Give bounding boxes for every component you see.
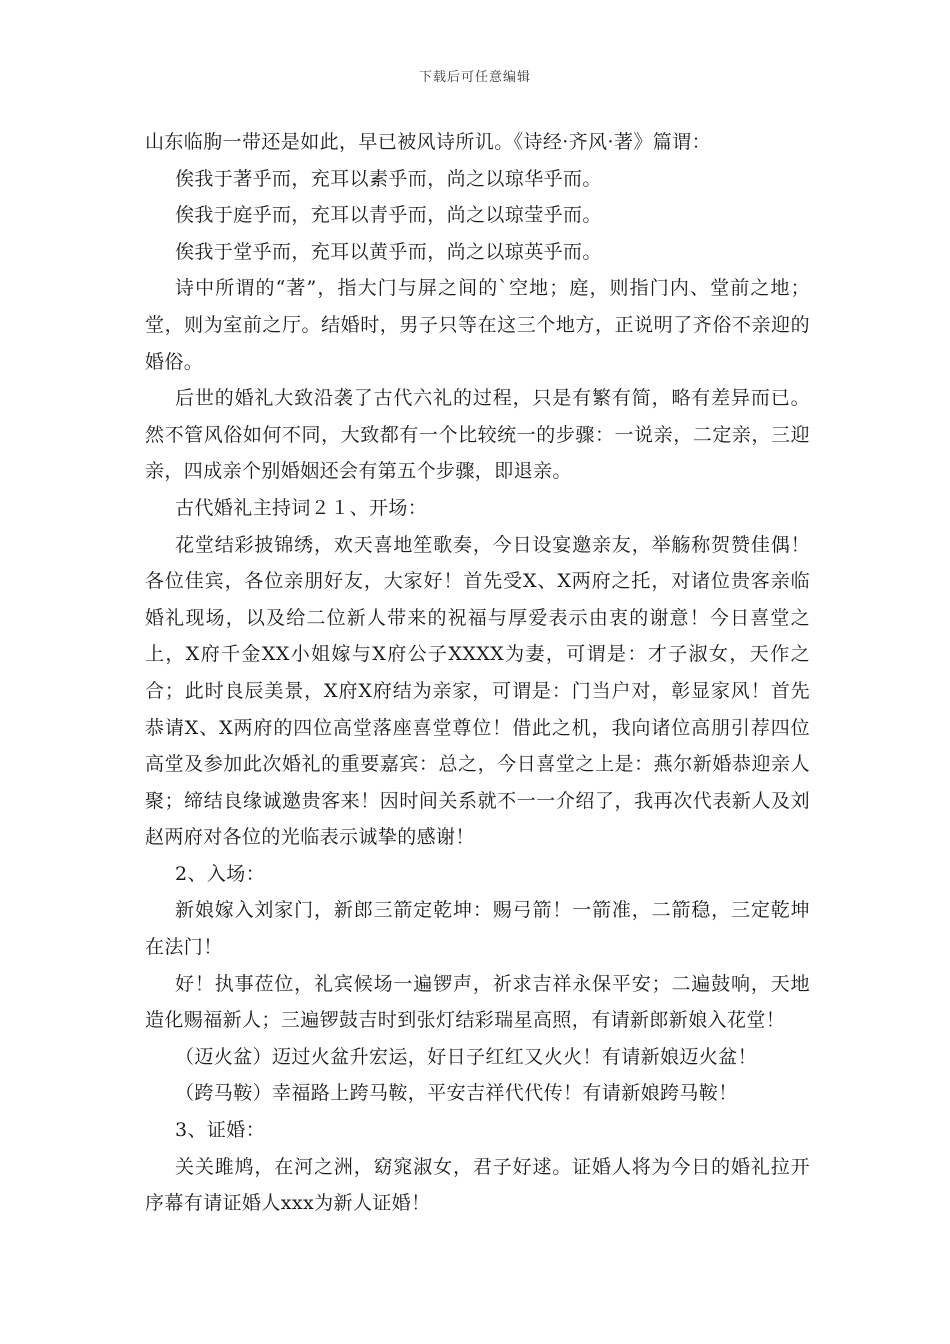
paragraph: 俟我于著乎而，充耳以素乎而，尚之以琼华乎而。: [175, 167, 602, 190]
page-header: 下载后可任意编辑: [418, 70, 531, 85]
paragraph: 花堂结彩披锦绣，欢天喜地笙歌奏，今日设宴邀亲友，举觞称贺赞佳偶！各位佳宾，各位亲朋好友，大家好！首先受X、X两府之托，对诸位贵客亲临婚礼现场，以及给二位新人带来的祝福与厚爱表示由衷的谢意！今日喜堂之上，X府千金XX小姐嫁与X府公子XXXX为妻，可谓是：才子淑女，天作之合；此时良辰美景，X府X府结为亲家，可谓是：门当户对，彰显家风！首先恭请X、X两府的四位高堂落座喜堂尊位！借此之机，我向诸位高朋引荐四位高堂及参加此次婚礼的重要嘉宾：总之，今日喜堂之上是：燕尔新婚恭迎亲人聚；缔结良缘诚邀贵客来！因时间关系就不一一介绍了，我再次代表新人及刘赵两府对各位的光临表示诚挚的感谢！: [145, 533, 810, 849]
section-heading: 2、入场：: [175, 862, 266, 885]
section-heading: 3、证婚：: [175, 1119, 266, 1142]
paragraph: 后世的婚礼大致沿袭了古代六礼的过程，只是有繁有简，略有差异而已。然不管风俗如何不同，大致都有一个比较统一的步骤：一说亲，二定亲，三迎亲，四成亲个别婚姻还会有第五个步骤，即退亲。: [145, 387, 810, 483]
document-body: [145, 124, 810, 1222]
paragraph: 关关雎鸠，在河之洲，窈窕淑女，君子好逑。证婚人将为今日的婚礼拉开序幕有请证婚人xxx为新人证婚！: [145, 1155, 810, 1215]
paragraph: 山东临朐一带还是如此，早已被风诗所讥。《诗经·齐风·著》篇谓：: [145, 131, 711, 153]
paragraph: 俟我于堂乎而，充耳以黄乎而，尚之以琼英乎而。: [175, 240, 602, 263]
paragraph: （跨马鞍）幸福路上跨马鞍，平安吉祥代代传！有请新娘跨马鞍！: [175, 1082, 738, 1105]
paragraph: （迈火盆）迈过火盆升宏运，好日子红红又火火！有请新娘迈火盆！: [175, 1045, 758, 1068]
paragraph: 诗中所谓的“著”，指大门与屏之间的`空地；庭，则指门内、堂前之地；堂，则为室前之厅。结婚时，男子只等在这三个地方，正说明了齐俗不亲迎的婚俗。: [145, 277, 810, 373]
section-heading: 古代婚礼主持词２１、开场：: [175, 496, 428, 519]
paragraph: 新娘嫁入刘家门，新郎三箭定乾坤：赐弓箭！一箭准，二箭稳，三定乾坤在法门！: [145, 899, 810, 959]
paragraph: 俟我于庭乎而，充耳以青乎而，尚之以琼莹乎而。: [175, 204, 602, 227]
paragraph: 好！执事莅位，礼宾候场一遍锣声，祈求吉祥永保平安；二遍鼓响，天地造化赐福新人；三遍锣鼓吉时到张灯结彩瑞星高照，有请新郎新娘入花堂！: [145, 972, 810, 1032]
